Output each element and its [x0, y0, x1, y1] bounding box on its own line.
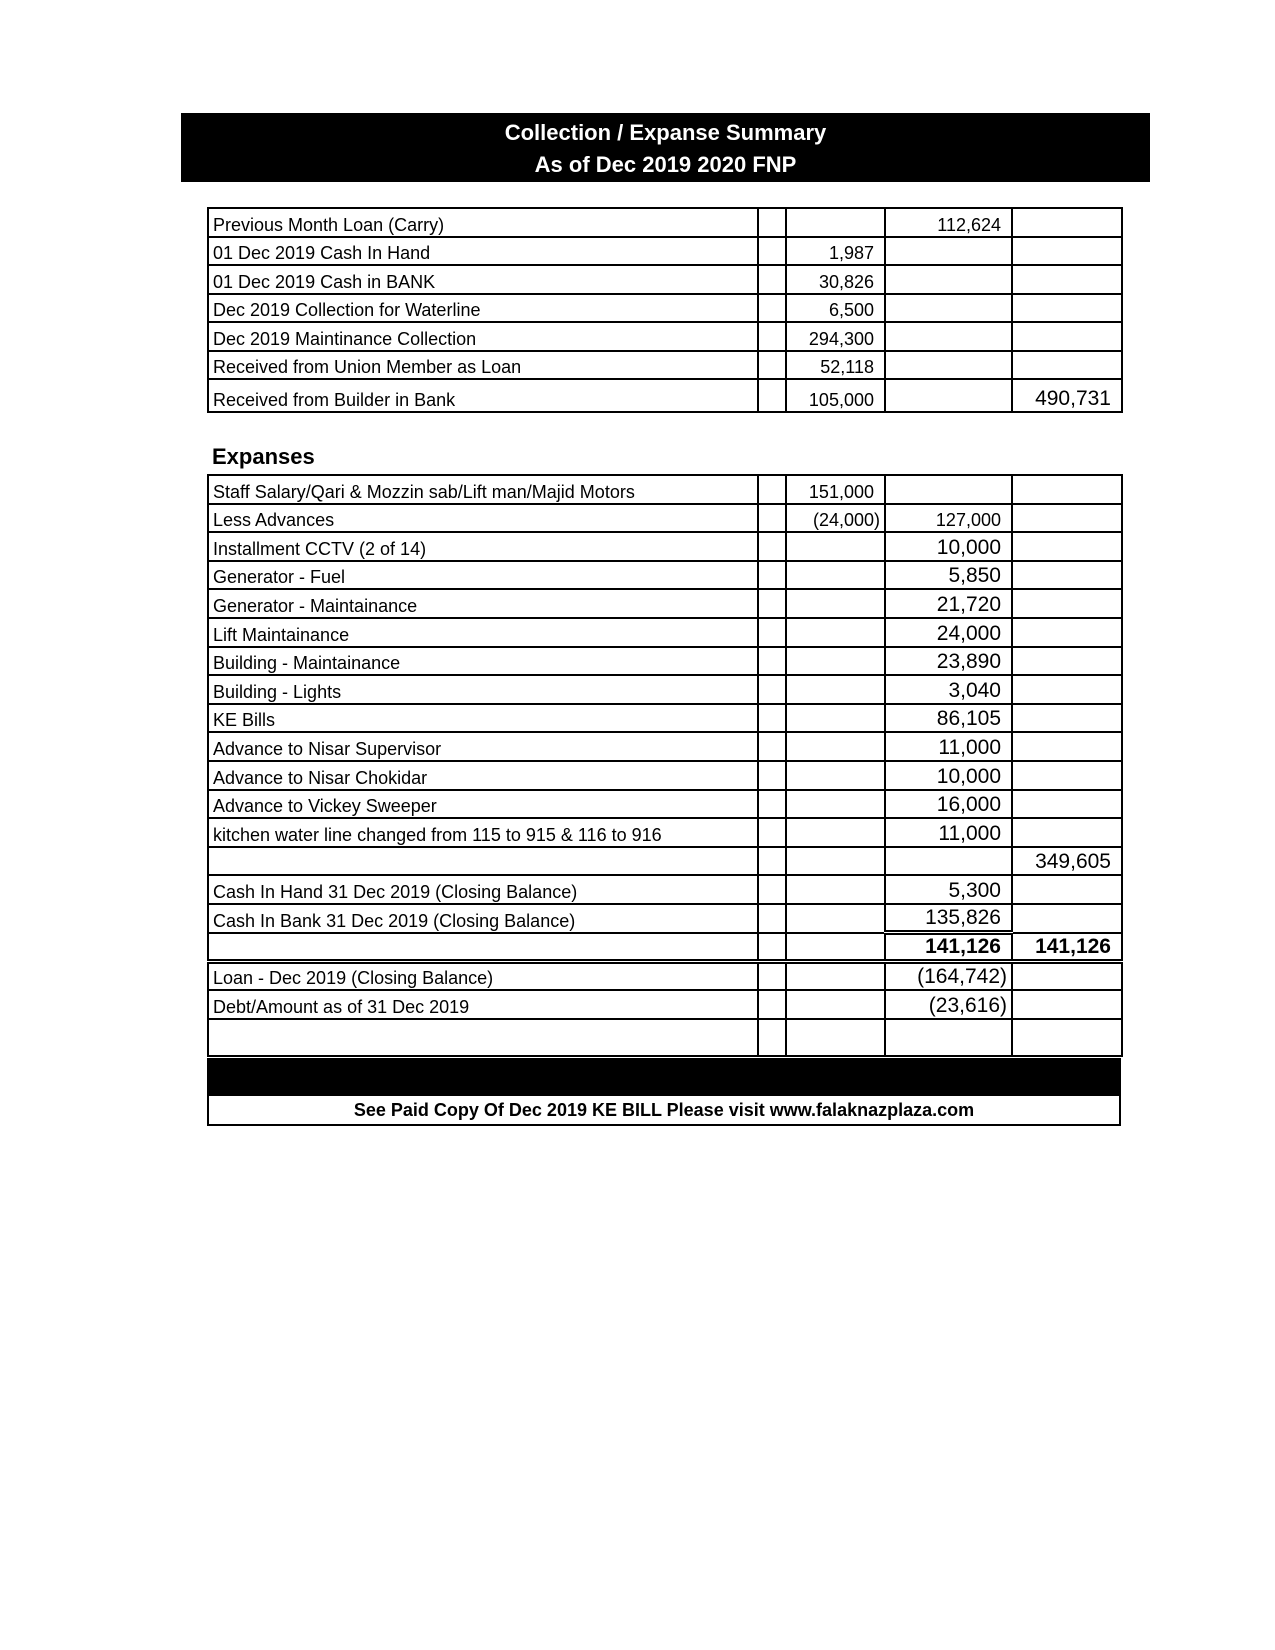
- spacer-cell: [758, 561, 786, 590]
- subtotal-cell: 24,000: [885, 618, 1012, 647]
- table-row: [208, 704, 1122, 733]
- amount-cell: 294,300: [786, 322, 885, 351]
- row-label: Generator - Fuel: [208, 561, 758, 590]
- total-cell: [1012, 1019, 1122, 1056]
- table-row: [208, 561, 1122, 590]
- total-cell: [1012, 265, 1122, 294]
- subtotal-cell: 127,000: [885, 504, 1012, 533]
- spacer-cell: [758, 704, 786, 733]
- spacer-cell: [758, 761, 786, 790]
- amount-cell: 30,826: [786, 265, 885, 294]
- spacer-cell: [758, 589, 786, 618]
- report-header: [181, 113, 1150, 182]
- table-row: [208, 379, 1122, 412]
- spacer-cell: [758, 875, 786, 904]
- total-cell: [1012, 647, 1122, 676]
- table-row: [208, 647, 1122, 676]
- amount-cell: [786, 904, 885, 933]
- table-row: [208, 875, 1122, 904]
- row-label: Building - Maintainance: [208, 647, 758, 676]
- amount-cell: [786, 962, 885, 991]
- table-row: [208, 532, 1122, 561]
- spacer-cell: [758, 379, 786, 412]
- table-row: [208, 962, 1122, 991]
- row-label: KE Bills: [208, 704, 758, 733]
- collection-table: [207, 207, 1123, 413]
- subtotal-cell: [885, 294, 1012, 323]
- row-label: Advance to Nisar Chokidar: [208, 761, 758, 790]
- expense-total-cell: 349,605: [1012, 847, 1122, 876]
- row-label: kitchen water line changed from 115 to 915 & 116 to 916: [208, 818, 758, 847]
- table-row: [208, 790, 1122, 819]
- subtotal-cell: 135,826: [885, 904, 1012, 933]
- subtotal-cell: 11,000: [885, 732, 1012, 761]
- spacer-cell: [758, 990, 786, 1019]
- amount-cell: (24,000): [786, 504, 885, 533]
- row-label: [208, 933, 758, 962]
- subtotal-cell: [885, 322, 1012, 351]
- amount-cell: [786, 532, 885, 561]
- amount-cell: [786, 704, 885, 733]
- amount-cell: [786, 1019, 885, 1056]
- amount-cell: [786, 933, 885, 962]
- subtotal-cell: [885, 237, 1012, 266]
- subtotal-cell: [885, 265, 1012, 294]
- expenses-heading: Expanses: [212, 444, 315, 469]
- spacer-cell: [758, 904, 786, 933]
- amount-cell: 1,987: [786, 237, 885, 266]
- spacer-cell: [758, 962, 786, 991]
- spacer-cell: [758, 294, 786, 323]
- spacer-cell: [758, 237, 786, 266]
- row-label: Installment CCTV (2 of 14): [208, 532, 758, 561]
- amount-cell: [786, 761, 885, 790]
- subtotal-cell: 10,000: [885, 761, 1012, 790]
- amount-cell: [786, 647, 885, 676]
- report-subtitle: As of Dec 2019 2020 FNP: [534, 152, 797, 177]
- row-label: Cash In Bank 31 Dec 2019 (Closing Balance): [208, 904, 758, 933]
- spacer-cell: [758, 790, 786, 819]
- row-label: Received from Union Member as Loan: [208, 351, 758, 380]
- amount-cell: [786, 618, 885, 647]
- amount-cell: 52,118: [786, 351, 885, 380]
- spacer-cell: [758, 818, 786, 847]
- row-label: Staff Salary/Qari & Mozzin sab/Lift man/Majid Motors: [208, 475, 758, 504]
- footer-note: See Paid Copy Of Dec 2019 KE BILL Please visit www.falaknazplaza.com: [207, 1096, 1121, 1126]
- total-cell: [1012, 561, 1122, 590]
- expenses-table: [207, 474, 1123, 1057]
- subtotal-cell: [885, 1019, 1012, 1056]
- table-row: [208, 294, 1122, 323]
- table-row: [208, 237, 1122, 266]
- table-row: [208, 904, 1122, 933]
- collection-total-cell: 490,731: [1012, 379, 1122, 412]
- total-cell: [1012, 904, 1122, 933]
- total-cell: [1012, 322, 1122, 351]
- spacer-cell: [758, 322, 786, 351]
- subtotal-cell: 3,040: [885, 675, 1012, 704]
- total-cell: [1012, 818, 1122, 847]
- total-cell: [1012, 532, 1122, 561]
- subtotal-cell: 23,890: [885, 647, 1012, 676]
- amount-cell: 6,500: [786, 294, 885, 323]
- spacer-cell: [758, 504, 786, 533]
- table-row: [208, 322, 1122, 351]
- subtotal-cell: [885, 379, 1012, 412]
- row-label: Generator - Maintainance: [208, 589, 758, 618]
- row-label: Advance to Vickey Sweeper: [208, 790, 758, 819]
- row-label: Less Advances: [208, 504, 758, 533]
- subtotal-cell: [885, 847, 1012, 876]
- report-title: Collection / Expanse Summary: [504, 120, 827, 145]
- row-label: Building - Lights: [208, 675, 758, 704]
- spacer-cell: [758, 847, 786, 876]
- table-row: [208, 208, 1122, 237]
- spacer-cell: [758, 933, 786, 962]
- total-cell: [1012, 237, 1122, 266]
- subtotal-cell: [885, 351, 1012, 380]
- spacer-cell: [758, 351, 786, 380]
- total-cell: [1012, 790, 1122, 819]
- total-cell: [1012, 962, 1122, 991]
- row-label: Loan - Dec 2019 (Closing Balance): [208, 962, 758, 991]
- subtotal-cell: 112,624: [885, 208, 1012, 237]
- table-row: [208, 504, 1122, 533]
- spacer-cell: [758, 1019, 786, 1056]
- row-label: Previous Month Loan (Carry): [208, 208, 758, 237]
- total-cell: [1012, 675, 1122, 704]
- table-row: [208, 818, 1122, 847]
- subtotal-cell: [885, 475, 1012, 504]
- amount-cell: [786, 990, 885, 1019]
- amount-cell: [786, 847, 885, 876]
- row-label: 01 Dec 2019 Cash In Hand: [208, 237, 758, 266]
- spacer-cell: [758, 647, 786, 676]
- spacer-cell: [758, 475, 786, 504]
- total-cell: [1012, 875, 1122, 904]
- total-cell: [1012, 704, 1122, 733]
- row-label: Dec 2019 Maintinance Collection: [208, 322, 758, 351]
- total-cell: [1012, 294, 1122, 323]
- total-cell: [1012, 990, 1122, 1019]
- row-label: Received from Builder in Bank: [208, 379, 758, 412]
- total-cell: [1012, 589, 1122, 618]
- row-label: Advance to Nisar Supervisor: [208, 732, 758, 761]
- total-cell: [1012, 351, 1122, 380]
- total-cell: [1012, 732, 1122, 761]
- table-row: [208, 1019, 1122, 1056]
- total-cell: [1012, 475, 1122, 504]
- spacer-cell: [758, 675, 786, 704]
- row-label: [208, 1019, 758, 1056]
- amount-cell: 151,000: [786, 475, 885, 504]
- subtotal-cell: 5,850: [885, 561, 1012, 590]
- row-label: 01 Dec 2019 Cash in BANK: [208, 265, 758, 294]
- amount-cell: 105,000: [786, 379, 885, 412]
- spacer-cell: [758, 532, 786, 561]
- table-row: [208, 589, 1122, 618]
- row-label: Cash In Hand 31 Dec 2019 (Closing Balance): [208, 875, 758, 904]
- closing-balance-subtotal: 141,126: [885, 933, 1012, 962]
- spacer-cell: [758, 265, 786, 294]
- spacer-cell: [758, 618, 786, 647]
- table-row: [208, 475, 1122, 504]
- closing-balance-total: 141,126: [1012, 933, 1122, 962]
- amount-cell: [786, 589, 885, 618]
- table-row: [208, 732, 1122, 761]
- amount-cell: [786, 790, 885, 819]
- subtotal-cell: (23,616): [885, 990, 1012, 1019]
- table-row: [208, 675, 1122, 704]
- total-cell: [1012, 618, 1122, 647]
- table-row: [208, 351, 1122, 380]
- total-cell: [1012, 761, 1122, 790]
- amount-cell: [786, 561, 885, 590]
- amount-cell: [786, 675, 885, 704]
- spacer-cell: [758, 208, 786, 237]
- subtotal-cell: 5,300: [885, 875, 1012, 904]
- subtotal-cell: 86,105: [885, 704, 1012, 733]
- black-divider-bar: [207, 1058, 1121, 1096]
- table-row: [208, 990, 1122, 1019]
- table-row: [208, 265, 1122, 294]
- total-cell: [1012, 504, 1122, 533]
- table-row: [208, 933, 1122, 962]
- subtotal-cell: 11,000: [885, 818, 1012, 847]
- row-label: [208, 847, 758, 876]
- table-row: [208, 761, 1122, 790]
- amount-cell: [786, 732, 885, 761]
- subtotal-cell: 16,000: [885, 790, 1012, 819]
- amount-cell: [786, 208, 885, 237]
- table-row: [208, 847, 1122, 876]
- subtotal-cell: 21,720: [885, 589, 1012, 618]
- subtotal-cell: (164,742): [885, 962, 1012, 991]
- table-row: [208, 618, 1122, 647]
- amount-cell: [786, 818, 885, 847]
- total-cell: [1012, 208, 1122, 237]
- row-label: Lift Maintainance: [208, 618, 758, 647]
- subtotal-cell: 10,000: [885, 532, 1012, 561]
- row-label: Debt/Amount as of 31 Dec 2019: [208, 990, 758, 1019]
- amount-cell: [786, 875, 885, 904]
- spacer-cell: [758, 732, 786, 761]
- row-label: Dec 2019 Collection for Waterline: [208, 294, 758, 323]
